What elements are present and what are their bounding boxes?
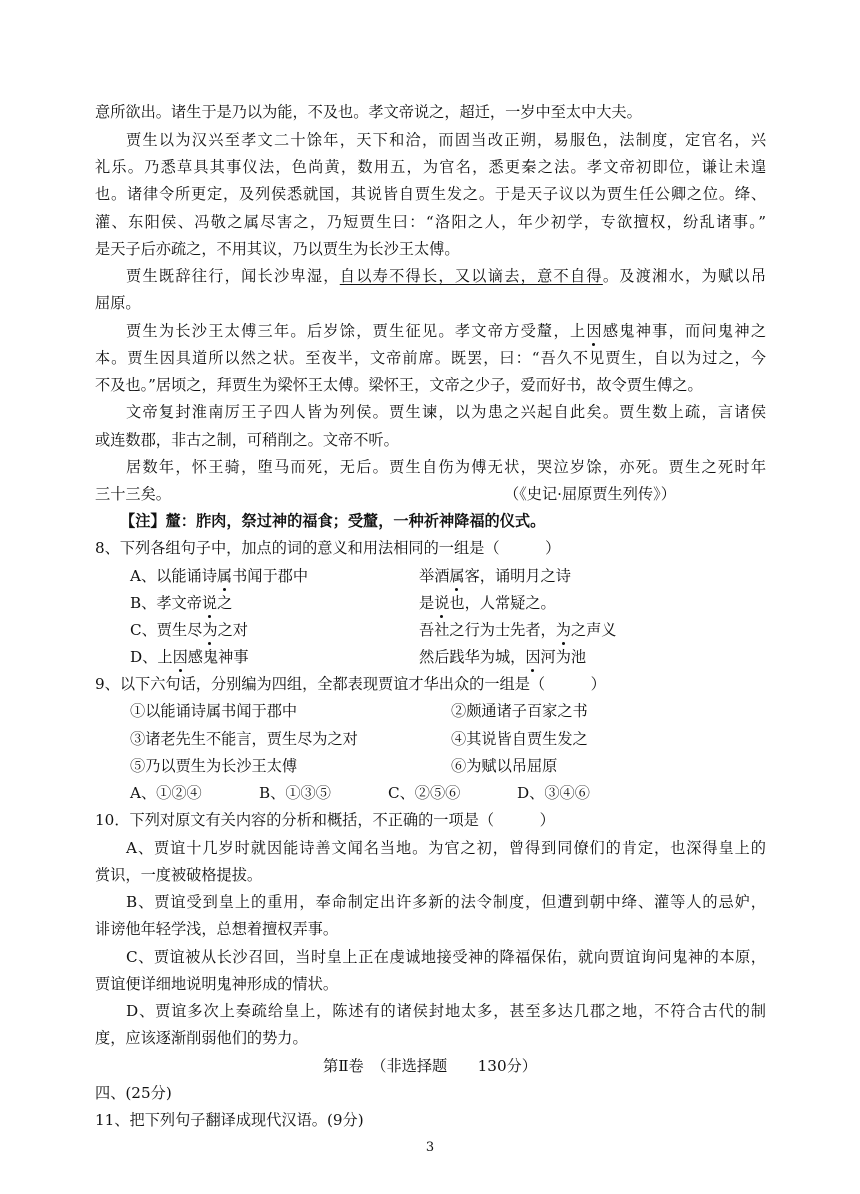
q9-choice-b: B、①③⑤ — [259, 784, 331, 802]
passage-line — [126, 321, 766, 341]
dotted-character: 说 — [434, 594, 450, 612]
q10-option-d-cont: 度，应该逐渐削弱他们的势力。 — [95, 1029, 308, 1047]
q9-choice-a: A、①②④ — [130, 784, 202, 802]
dotted-character: 为 — [555, 621, 571, 639]
q10-option-c: C、贾谊被从长沙召回，当时皇上正在虔诚地接受神的降福保佑，就向贾谊询问鬼神的本原， — [126, 948, 766, 966]
passage-source: （《史记·屈原贾生列传》） — [504, 485, 676, 503]
passage-line: 也。诸律令所更定，及列侯悉就国，其说皆自贾生发之。于是天子议以为贾生任公卿之位。绛、 — [95, 185, 766, 203]
q10-option-c-cont: 贾谊便详细地说明鬼神形成的情状。 — [95, 975, 338, 993]
question-9-stem: 9、以下六句话，分别编为四组，全都表现贾谊才华出众的一组是（ ） — [95, 675, 606, 693]
passage-line — [126, 266, 766, 286]
passage-line: 礼乐。乃悉草具其事仪法，色尚黄，数用五，为官名，悉更秦之法。孝文帝初即位，谦让未遑 — [95, 158, 766, 176]
passage-line: 是天子后亦疏之，不用其议，乃以贾生为长沙王太傅。 — [95, 240, 460, 258]
passage-line: 贾生以为汉兴至孝文二十馀年，天下和洽，而固当改正朔，易服色，法制度，定官名，兴 — [126, 131, 766, 149]
passage-line: 三十三矣。 — [95, 485, 171, 503]
underlined-sentence: 自以寿不得长，又以谪去，意不自得 — [339, 267, 603, 285]
q10-option-a-cont: 赏识，一度被破格提拔。 — [95, 866, 263, 884]
dotted-character: 为 — [202, 621, 218, 639]
q10-option-b-cont: 诽谤他年轻学浅，总想着擅权弄事。 — [95, 920, 338, 938]
passage-line: 居数年，怀王骑，堕马而死，无后。贾生自伤为傅无状，哭泣岁馀，亦死。贾生之死时年 — [126, 458, 766, 476]
q10-option-d: D、贾谊多次上奏疏给皇上，陈述有的诸侯封地太多，甚至多达几郡之地，不符合古代的制 — [126, 1002, 766, 1020]
q10-option-b: B、贾谊受到皇上的重用，奉命制定出许多新的法令制度，但遭到朝中绛、灌等人的忌妒， — [126, 893, 766, 911]
passage-line: 文帝复封淮南厉王子四人皆为列侯。贾生谏，以为患之兴起自此矣。贾生数上疏，言诸侯 — [126, 403, 766, 421]
passage-text: 。及渡湘水，为赋以吊 — [602, 267, 767, 285]
q9-item: ④其说皆自贾生发之 — [451, 730, 588, 748]
passage-line: 本。贾生因具道所以然之状。至夜半，文帝前席。既罢，曰：“吾久不见贾生，自以为过之，今 — [95, 349, 766, 367]
q8-option-b-left: B、孝文帝说之 — [130, 594, 233, 612]
q9-item: ③诸老先生不能言，贾生尽为之对 — [130, 730, 358, 748]
passage-line: 不及也。”居顷之，拜贾生为梁怀王太傅。梁怀王，文帝之少子，爱而好书，故令贾生傅之。 — [95, 376, 703, 394]
q9-item: ⑤乃以贾生为长沙王太傅 — [130, 757, 298, 775]
dotted-character: 说 — [201, 594, 218, 612]
passage-text: 贾生既辞往行，闻长沙卑湿， — [126, 267, 340, 285]
q9-choice-d: D、③④⑥ — [517, 784, 590, 802]
q9-item: ②颇通诸子百家之书 — [451, 702, 588, 720]
passage-text: 感鬼神事，而问鬼神之 — [601, 322, 767, 340]
passage-line — [0, 102, 860, 122]
q8-option-b-right: 是说也，人常疑之。 — [419, 594, 556, 612]
passage-line: 灌、东阳侯、冯敬之属尽害之，乃短贾生曰：“洛阳之人，年少初学，专欲擅权，纷乱诸事。” — [95, 213, 766, 231]
q9-item: ①以能诵诗属书闻于郡中 — [130, 702, 298, 720]
q8-option-a-left: A、以能诵诗属书闻于郡中 — [130, 567, 309, 585]
dotted-character: 因 — [172, 648, 188, 666]
page-number: 3 — [425, 1140, 435, 1155]
part-2-heading: 第Ⅱ卷 （非选择题 130分） — [323, 1057, 537, 1075]
passage-text: 意所欲出。诸生于是乃以为能，不及也。孝文帝说之，超迁，一岁中至太中大夫。 — [95, 103, 642, 121]
passage-line: 或连数郡，非古之制，可稍削之。文帝不听。 — [95, 431, 399, 449]
dotted-character: 因 — [525, 648, 541, 666]
passage-note: 【注】釐：胙肉，祭过神的福食；受釐，一种祈神降福的仪式。 — [120, 512, 546, 530]
q8-option-c-left: C、贾生尽为之对 — [130, 621, 248, 639]
section-4-heading: 四、(25分) — [95, 1084, 172, 1102]
question-10-stem: 10．下列对原文有关内容的分析和概括，不正确的一项是（ ） — [95, 811, 555, 829]
dotted-character: 属 — [216, 567, 233, 585]
q8-option-d-left: D、上因感鬼神事 — [130, 648, 249, 666]
q10-option-a: A、贾谊十几岁时就因能诗善文闻名当地。为官之初，曾得到同僚们的肯定，也深得皇上的 — [126, 839, 766, 857]
q8-option-c-right: 吾社之行为士先者，为之声义 — [419, 621, 617, 639]
passage-line: 屈原。 — [95, 294, 141, 312]
passage-text: 贾生为长沙王太傅三年。后岁馀，贾生征见。孝文帝方受釐，上 — [126, 322, 587, 340]
q9-item: ⑥为赋以吊屈原 — [451, 757, 558, 775]
dotted-character: 因 — [586, 322, 602, 340]
dotted-character: 属 — [449, 567, 465, 585]
question-8-stem: 8、下列各组句子中，加点的词的意义和用法相同的一组是（ ） — [95, 539, 561, 557]
question-11-stem: 11、把下列句子翻译成现代汉语。(9分) — [95, 1111, 364, 1129]
q8-option-a-right: 举酒属客，诵明月之诗 — [419, 567, 571, 585]
q9-choice-c: C、②⑤⑥ — [388, 784, 461, 802]
q8-option-d-right: 然后践华为城，因河为池 — [419, 648, 587, 666]
